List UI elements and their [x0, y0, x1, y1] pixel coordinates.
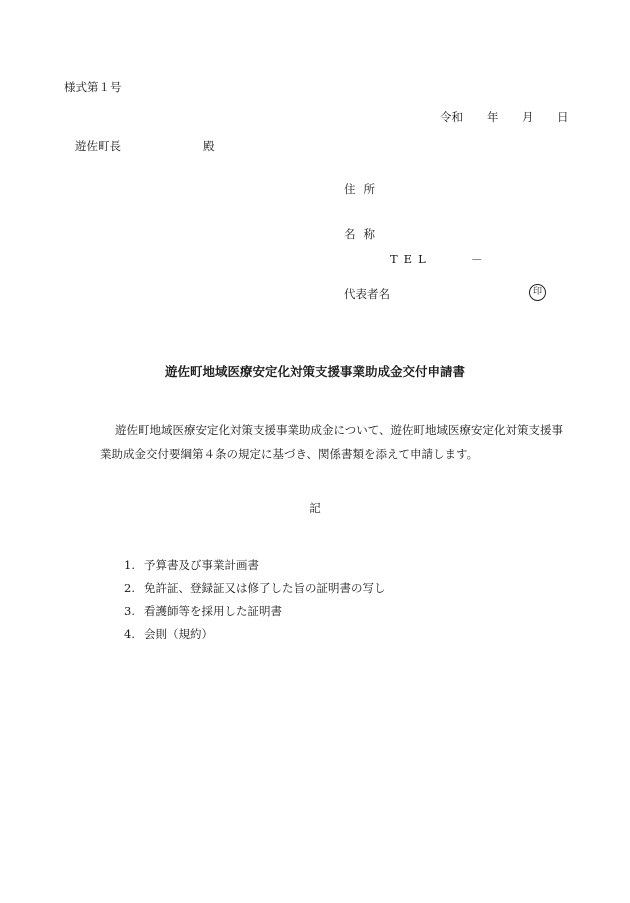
note-heading: 記 — [309, 501, 321, 515]
attachment-item — [124, 577, 386, 600]
attachment-number: 1. — [124, 558, 135, 572]
applicant-tel-separator: － — [471, 253, 483, 267]
attachment-item — [124, 623, 386, 646]
document-title: 遊佐町地域医療安定化対策支援事業助成金交付申請書 — [164, 364, 465, 379]
date-era: 令和 — [440, 110, 463, 124]
date-day: 日 — [557, 110, 569, 124]
date-month: 月 — [522, 110, 534, 124]
body-line: 業助成金交付要綱第４条の規定に基づき、関係書類を添えて申請します。 — [100, 447, 479, 461]
applicant-name-label: 名称 — [344, 227, 383, 241]
attachment-text: 会則（規約） — [144, 627, 213, 641]
body-line: 遊佐町地域医療安定化対策支援事業助成金について、遊佐町地域医療安定化対策支援事 — [115, 423, 564, 437]
attachment-number: 4. — [124, 627, 135, 641]
attachment-text: 予算書及び事業計画書 — [144, 558, 259, 572]
date-line — [440, 109, 580, 125]
applicant-tel-label: TEL — [390, 252, 432, 266]
attachment-text: 免許証、登録証又は修了した旨の証明書の写し — [144, 581, 386, 595]
addressee-honorific: 殿 — [203, 139, 215, 153]
attachment-number: 3. — [124, 604, 135, 618]
body-text — [100, 418, 580, 466]
form-number: 様式第１号 — [64, 80, 122, 94]
attachment-text: 看護師等を採用した証明書 — [144, 604, 282, 618]
addressee: 遊佐町長 — [75, 139, 121, 153]
seal-icon: 印 — [529, 284, 546, 301]
attachment-list — [124, 554, 386, 646]
attachment-number: 2. — [124, 581, 135, 595]
date-year: 年 — [487, 110, 499, 124]
attachment-item — [124, 600, 386, 623]
applicant-address-label: 住所 — [344, 182, 383, 196]
attachment-item — [124, 554, 386, 577]
applicant-representative-label: 代表者名 — [344, 287, 390, 301]
